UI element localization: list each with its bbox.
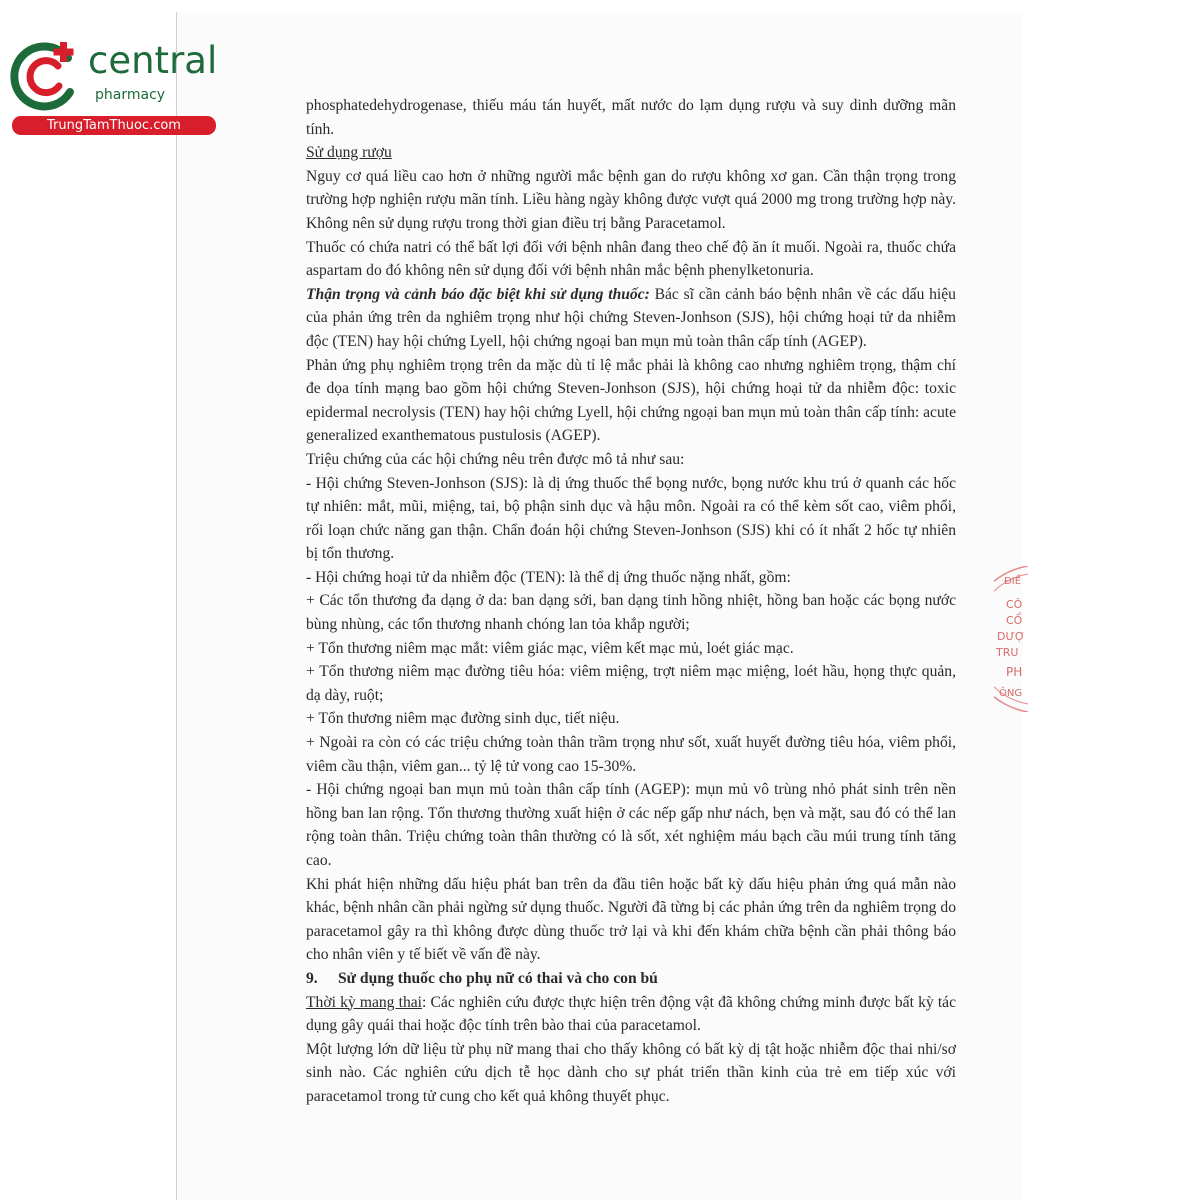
paragraph: Thuốc có chứa natri có thể bất lợi đối với bệnh nhân đang theo chế độ ăn ít muối. Ngoài ra, thuốc chứa aspartam do đó không nên sử dụng đối với bệnh nhân mắc bệnh phenylketonuria. xyxy=(306,238,956,280)
svg-text:ÔNG: ÔNG xyxy=(999,688,1023,699)
paragraph: + Tổn thương niêm mạc đường sinh dục, tiết niệu. xyxy=(306,710,620,728)
paragraph-pregnancy xyxy=(306,991,956,1038)
section-heading-9 xyxy=(306,967,956,991)
paragraph: - Hội chứng Steven-Jonhson (SJS): là dị ứng thuốc thể bọng nước, bọng nước khu trú ở quanh các hốc tự nhiên: mắt, mũi, miệng, tai, bộ phận sinh dục và hậu môn. Ngoài ra có thể kèm sốt cao, viêm phổi, rối loạn chức năng gan thận. Chẩn đoán hội chứng Steven-Jonhson (SJS) khi có ít nhất 2 hốc tự nhiên bị tổn thương. xyxy=(306,474,956,563)
central-pharmacy-logo-icon xyxy=(8,36,88,116)
paragraph: Khi phát hiện những dấu hiệu phát ban trên da đầu tiên hoặc bất kỳ dấu hiệu phản ứng quá mẫn nào khác, bệnh nhân cần phải ngừng sử dụng thuốc. Người đã từng bị các phản ứng trên da nghiêm trọng do paracetamol gây ra thì không được dùng thuốc trở lại và khi đến khám chữa bệnh cần phải thông báo cho nhân viên y tế biết về vấn đề này. xyxy=(306,875,956,964)
watermark-logo xyxy=(8,36,218,136)
logo-brand-text: central xyxy=(88,39,218,82)
paragraph: - Hội chứng hoại tử da nhiễm độc (TEN): là thể dị ứng thuốc nặng nhất, gồm: xyxy=(306,568,791,586)
paragraph: Triệu chứng của các hội chứng nêu trên được mô tả như sau: xyxy=(306,450,685,468)
svg-text:DƯỢ: DƯỢ xyxy=(997,630,1025,643)
paragraph: Một lượng lớn dữ liệu từ phụ nữ mang thai cho thấy không có bất kỳ dị tật hoặc nhiễm độc thai nhi/sơ sinh nào. Các nghiên cứu dịch tễ học dành cho sự phát triển thần kinh của trẻ em tiếp xúc với paracetamol trong tử cung cho kết quả không thuyết phục. xyxy=(306,1040,956,1105)
warnings-text: Bác sĩ cần cảnh báo bệnh nhân về các dấu hiệu của phản ứng trên da nghiêm trọng như hội chứng Steven-Jonhson (SJS), hội chứng hoại tử da nhiễm độc (TEN) hay hội chứng Lyell, hội chứng ngoại ban mụn mủ toàn thân cấp tính (AGEP). xyxy=(306,285,956,350)
svg-text:TRU: TRU xyxy=(996,646,1019,659)
logo-site-banner: TrungTamThuoc.com xyxy=(12,116,216,135)
document-body xyxy=(306,94,956,1109)
heading-number: 9. xyxy=(306,969,318,987)
paragraph-warnings xyxy=(306,283,956,354)
section-heading-alcohol: Sử dụng rượu xyxy=(306,144,392,162)
paragraph: + Các tổn thương đa dạng ở da: ban dạng sởi, ban dạng tinh hồng nhiệt, hồng ban hoặc các bọng nước bùng nhùng, các tổn thương nhanh chóng lan tỏa khắp người; xyxy=(306,592,956,634)
paragraph: + Tổn thương niêm mạc đường tiêu hóa: viêm miệng, trợt niêm mạc miệng, loét hầu, họng thực quản, dạ dày, ruột; xyxy=(306,663,956,704)
heading-text: Sử dụng thuốc cho phụ nữ có thai và cho con bú xyxy=(338,969,658,987)
pregnancy-text: : Các nghiên cứu được thực hiện trên động vật đã không chứng minh được bất kỳ tác dụng gây quái thai hoặc độc tính trên bào thai của paracetamol. xyxy=(306,993,956,1035)
stamp-icon xyxy=(994,566,1028,712)
warnings-label: Thận trọng và cảnh báo đặc biệt khi sử dụng thuốc: xyxy=(306,285,650,303)
svg-text:PH: PH xyxy=(1006,665,1023,679)
logo-sub-text: pharmacy xyxy=(95,87,166,103)
svg-text:ĐIỀ: ĐIỀ xyxy=(1004,576,1022,587)
paragraph: - Hội chứng ngoại ban mụn mủ toàn thân cấp tính (AGEP): mụn mủ vô trùng nhỏ phát sinh trên nền hồng ban lan rộng. Tổn thương thường xuất hiện ở các nếp gấp như nách, bẹn và mặt, sau đó có thể lan rộng toàn thân. Triệu chứng toàn thân thường có là sốt, xét nghiệm máu bạch cầu múi trung tính tăng cao. xyxy=(306,781,956,869)
paragraph: Nguy cơ quá liều cao hơn ở những người mắc bệnh gan do rượu không xơ gan. Cần thận trọng trong trường hợp nghiện rượu mãn tính. Liều hàng ngày không được vượt quá 2000 mg trong trường hợp này. Không nên sử dụng rượu trong thời gian điều trị bằng Paracetamol. xyxy=(306,167,956,232)
official-stamp xyxy=(994,566,1028,712)
paragraph: + Ngoài ra còn có các triệu chứng toàn thân trầm trọng như sốt, xuất huyết đường tiêu hóa, viêm phổi, viêm cầu thận, viêm gan... tỷ lệ tử vong cao 15-30%. xyxy=(306,734,956,775)
pregnancy-label: Thời kỳ mang thai xyxy=(306,993,423,1011)
paragraph: + Tổn thương niêm mạc mắt: viêm giác mạc, viêm kết mạc mủ, loét giác mạc. xyxy=(306,639,794,657)
svg-text:CÔ: CÔ xyxy=(1006,598,1023,611)
paragraph: Phản ứng phụ nghiêm trọng trên da mặc dù tỉ lệ mắc phải là không cao nhưng nghiêm trọng, thậm chí đe dọa tính mạng bao gồm hội chứng Steven-Jonhson (SJS), hội chứng hoại tử da nhiễm độc: toxic epidermal necrolysis (TEN) hay hội chứng Lyell, hội chứng ngoại ban mụn mủ toàn thân cấp tính: acute generalized exanthematous pustulosis (AGEP). xyxy=(306,356,957,445)
svg-text:CỔ: CỔ xyxy=(1006,614,1023,627)
paragraph: phosphatedehydrogenase, thiếu máu tán huyết, mất nước do lạm dụng rượu và suy dinh dưỡng mãn tính. xyxy=(306,97,956,138)
